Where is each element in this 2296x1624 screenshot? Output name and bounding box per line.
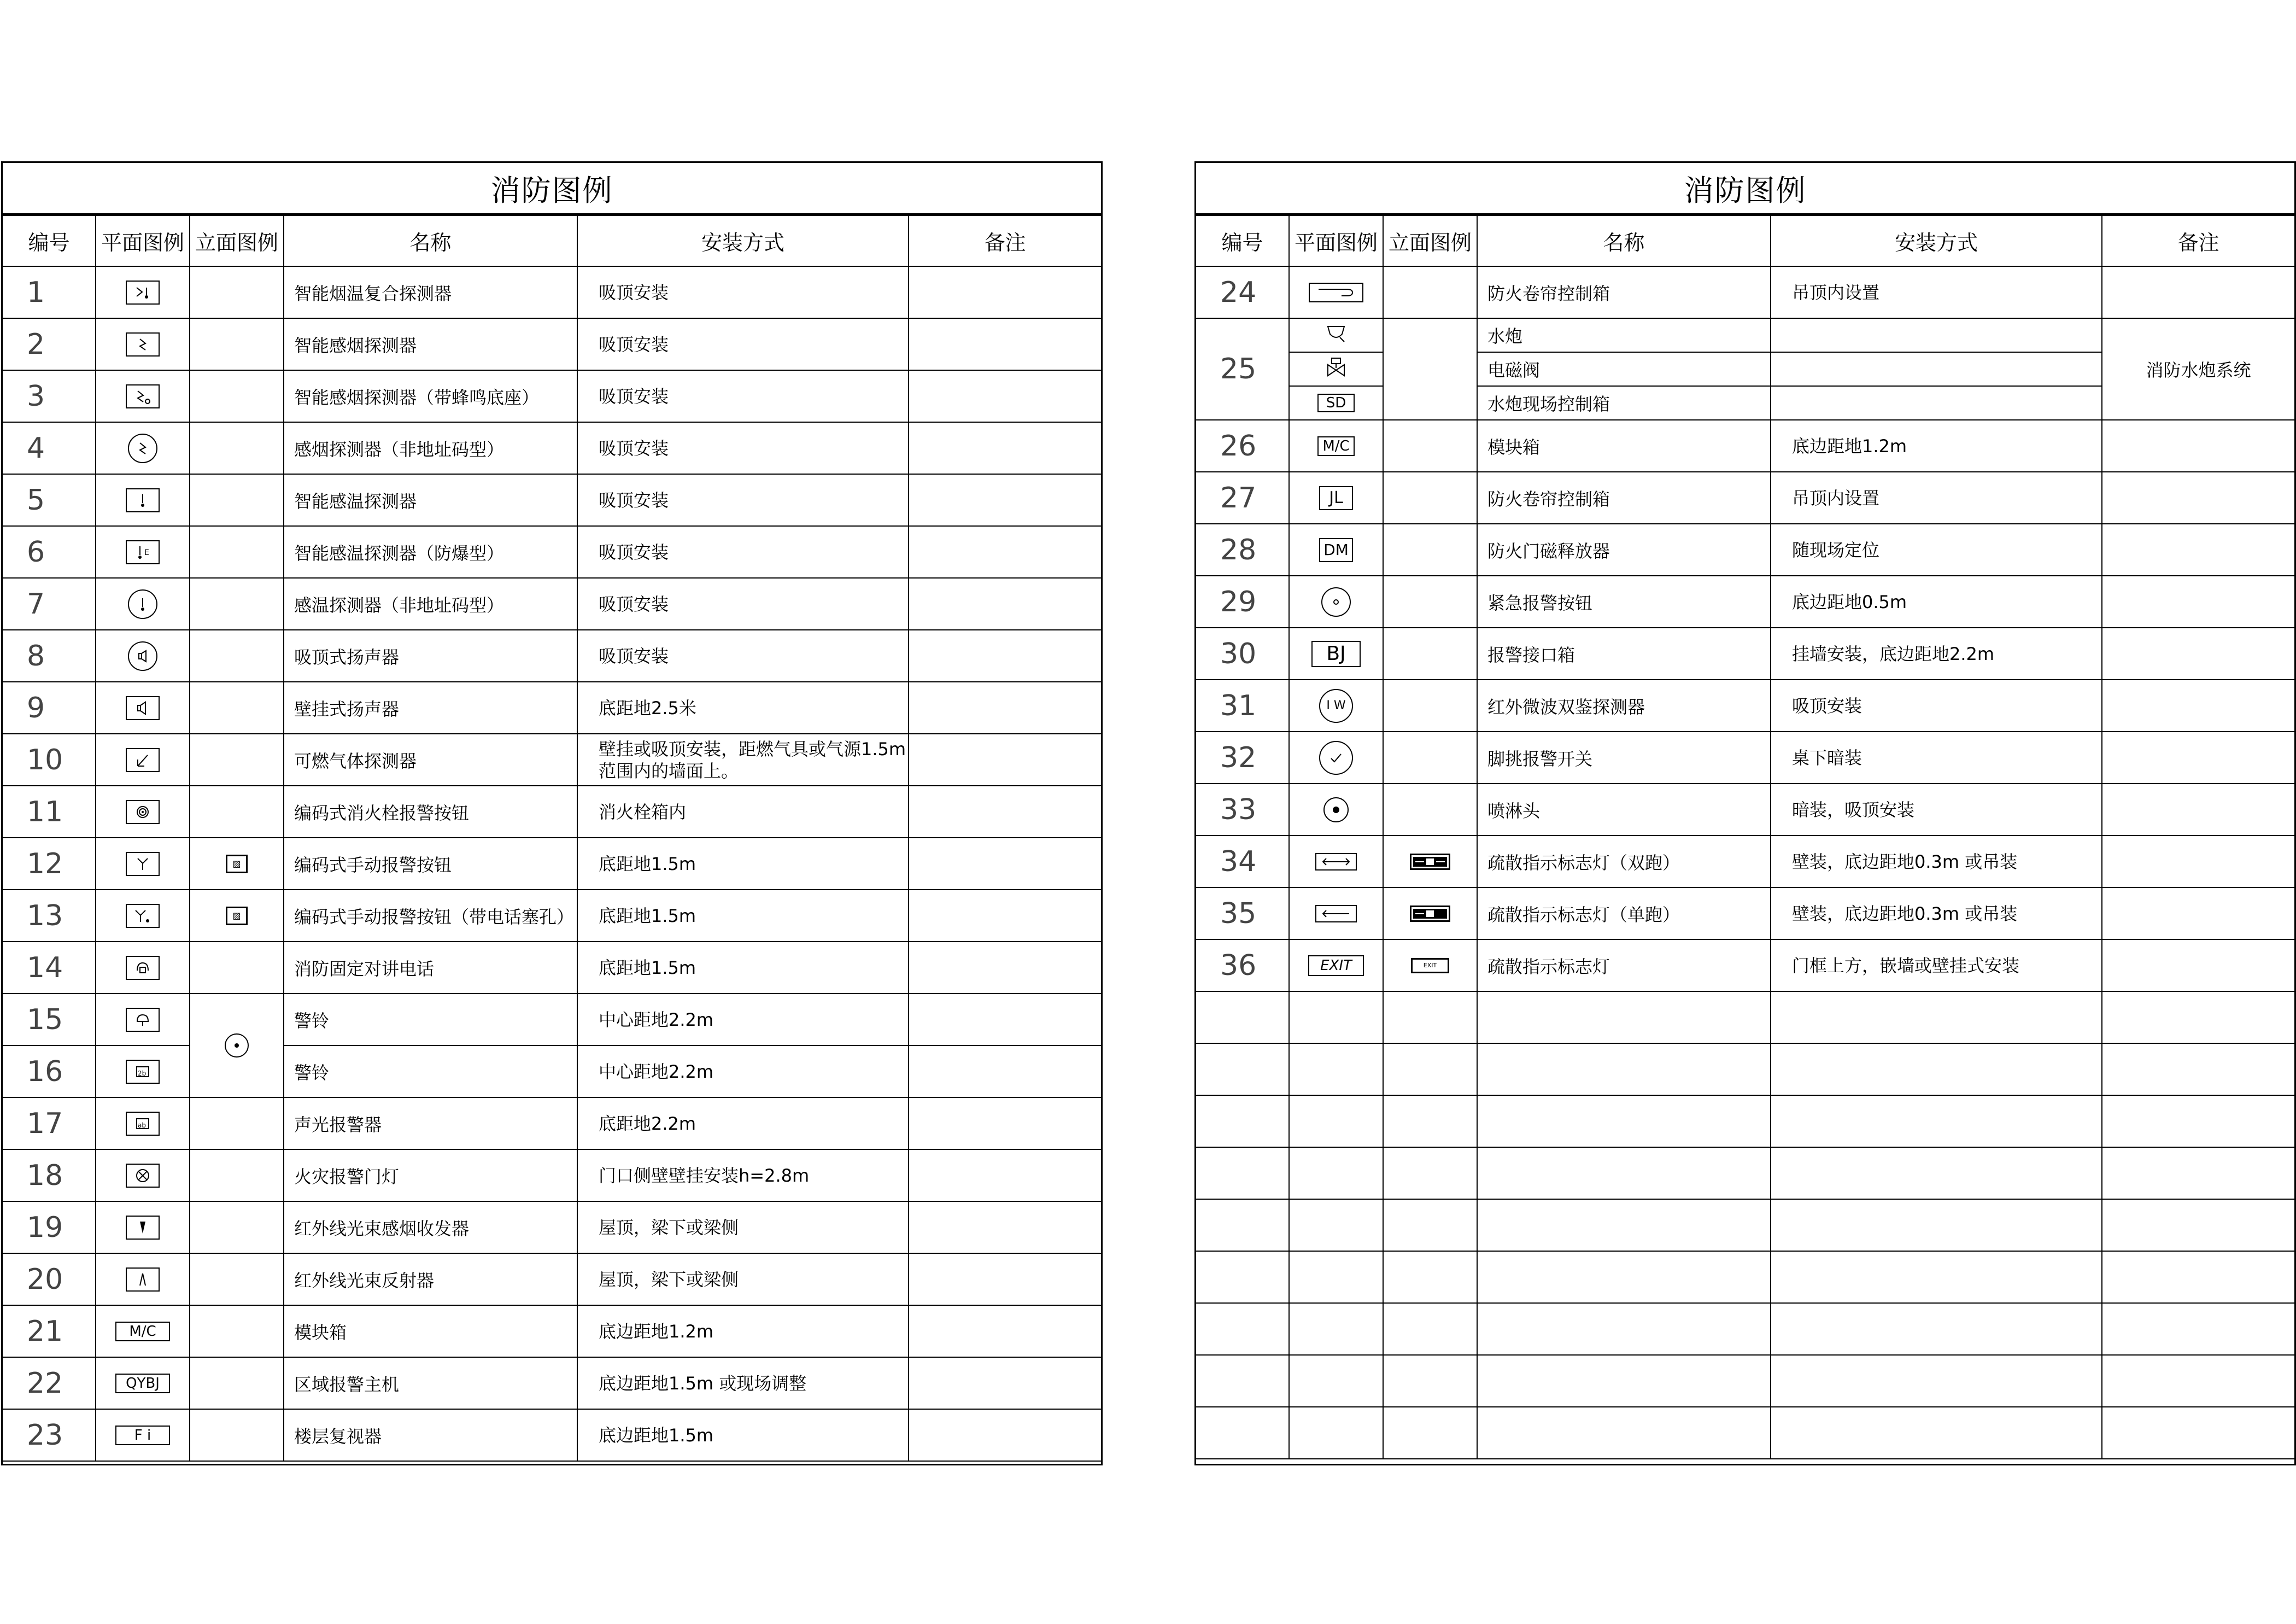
item-installation: 底距地2.2m xyxy=(577,1097,909,1149)
alarm-interface-box-icon: BJ xyxy=(1311,641,1361,667)
row-number: 1 xyxy=(3,266,96,318)
header-name: 名称 xyxy=(1477,215,1771,266)
header-installation: 安装方式 xyxy=(1771,215,2102,266)
item-installation: 吸顶安装 xyxy=(1771,680,2102,732)
item-installation: 底距地1.5m xyxy=(577,942,909,994)
sheet-title: 消防图例 xyxy=(3,163,1101,215)
item-name: 电磁阀 xyxy=(1477,352,1771,386)
item-note xyxy=(909,474,1101,526)
legend-table-left xyxy=(3,215,1101,1462)
smoke-detector-buzzer-icon xyxy=(126,384,160,408)
item-note xyxy=(909,630,1101,682)
alarm-bell-2-icon xyxy=(126,1060,160,1084)
row-number: 14 xyxy=(3,942,96,994)
item-installation: 底距地1.5m xyxy=(577,838,909,890)
table-row xyxy=(3,942,1101,994)
table-row xyxy=(1196,784,2294,836)
item-name: 红外线光束反射器 xyxy=(284,1253,577,1305)
item-installation: 吸顶安装 xyxy=(577,370,909,422)
beam-reflector-icon xyxy=(126,1267,160,1292)
row-number: 22 xyxy=(3,1357,96,1409)
item-name: 红外线光束感烟收发器 xyxy=(284,1201,577,1253)
row-number: 20 xyxy=(3,1253,96,1305)
table-row xyxy=(1196,732,2294,784)
empty-row xyxy=(1196,1251,2294,1303)
row-number: 11 xyxy=(3,786,96,838)
empty-row xyxy=(1196,1199,2294,1251)
table-header-row xyxy=(3,215,1101,266)
item-name: 紧急报警按钮 xyxy=(1477,576,1771,628)
row-number: 21 xyxy=(3,1305,96,1357)
item-note xyxy=(909,682,1101,734)
table-row xyxy=(1196,420,2294,472)
svg-text:E: E xyxy=(144,548,149,557)
item-note xyxy=(909,1305,1101,1357)
table-row xyxy=(3,682,1101,734)
row-number: 31 xyxy=(1196,680,1289,732)
intercom-phone-icon xyxy=(126,956,160,980)
row-number: 29 xyxy=(1196,576,1289,628)
svg-text:2b: 2b xyxy=(138,1069,147,1077)
single-arrow-exit-icon xyxy=(1315,905,1357,922)
item-name: 感烟探测器（非地址码型） xyxy=(284,422,577,474)
row-number: 3 xyxy=(3,370,96,422)
item-note xyxy=(909,1201,1101,1253)
header-elevation-symbol: 立面图例 xyxy=(1383,215,1477,266)
item-name: 感温探测器（非地址码型） xyxy=(284,578,577,630)
manual-alarm-elevation-icon: ▨ xyxy=(226,855,248,873)
item-note xyxy=(909,266,1101,318)
item-name: 模块箱 xyxy=(284,1305,577,1357)
jl-box-icon: JL xyxy=(1319,486,1353,510)
cannon-control-box-icon: SD xyxy=(1317,394,1355,412)
row-number: 9 xyxy=(3,682,96,734)
item-note xyxy=(909,942,1101,994)
item-name: 区域报警主机 xyxy=(284,1357,577,1409)
legend-sheet-left xyxy=(1,161,1103,1465)
item-name: 防火门磁释放器 xyxy=(1477,524,1771,576)
item-name: 编码式消火栓报警按钮 xyxy=(284,786,577,838)
item-installation: 底边距地1.5m xyxy=(577,1409,909,1461)
item-note xyxy=(909,786,1101,838)
item-note xyxy=(909,1045,1101,1097)
exit-sign-icon: EXIT xyxy=(1308,955,1364,976)
empty-row xyxy=(1196,1303,2294,1355)
item-name: 楼层复视器 xyxy=(284,1409,577,1461)
item-note xyxy=(909,526,1101,578)
item-name: 壁挂式扬声器 xyxy=(284,682,577,734)
empty-row xyxy=(1196,991,2294,1043)
row-number: 24 xyxy=(1196,266,1289,318)
explosion-proof-heat-icon xyxy=(126,540,160,564)
table-row xyxy=(1196,576,2294,628)
header-number: 编号 xyxy=(3,215,96,266)
smoke-heat-detector-icon xyxy=(126,281,160,305)
row-number: 33 xyxy=(1196,784,1289,836)
wall-speaker-icon xyxy=(126,696,160,720)
item-note xyxy=(909,890,1101,942)
table-row xyxy=(3,1097,1101,1149)
table-row xyxy=(3,994,1101,1045)
row-number: 6 xyxy=(3,526,96,578)
item-name: 喷淋头 xyxy=(1477,784,1771,836)
item-name: 疏散指示标志灯（单跑） xyxy=(1477,887,1771,939)
row-number: 12 xyxy=(3,838,96,890)
item-installation: 底边距地1.2m xyxy=(577,1305,909,1357)
smoke-detector-icon xyxy=(126,332,160,357)
item-name: 智能感烟探测器 xyxy=(284,318,577,370)
item-installation: 吸顶安装 xyxy=(577,630,909,682)
table-row xyxy=(1196,266,2294,318)
item-name: 可燃气体探测器 xyxy=(284,734,577,786)
dual-tech-detector-icon: I W xyxy=(1319,689,1353,723)
table-row xyxy=(3,370,1101,422)
manual-alarm-icon xyxy=(126,852,160,876)
alarm-bell-icon xyxy=(126,1008,160,1032)
table-row xyxy=(3,838,1101,890)
item-installation: 门框上方，嵌墙或壁挂式安装 xyxy=(1771,939,2102,991)
item-installation: 吸顶安装 xyxy=(577,526,909,578)
door-lamp-icon xyxy=(126,1164,160,1188)
hydrant-button-icon xyxy=(126,800,160,824)
item-installation xyxy=(1771,352,2102,386)
row-number: 13 xyxy=(3,890,96,942)
header-plan-symbol: 平面图例 xyxy=(1289,215,1383,266)
item-name: 防火卷帘控制箱 xyxy=(1477,472,1771,524)
table-row xyxy=(3,1357,1101,1409)
item-installation: 底距地1.5m xyxy=(577,890,909,942)
table-row xyxy=(3,1409,1101,1461)
item-note xyxy=(909,1097,1101,1149)
table-row xyxy=(3,890,1101,942)
gas-detector-icon xyxy=(126,748,160,772)
header-plan-symbol: 平面图例 xyxy=(96,215,190,266)
header-remarks: 备注 xyxy=(909,215,1101,266)
empty-row xyxy=(1196,1407,2294,1459)
item-name: 水炮现场控制箱 xyxy=(1477,386,1771,420)
item-name: 疏散指示标志灯（双跑） xyxy=(1477,836,1771,887)
row-number: 4 xyxy=(3,422,96,474)
module-box-icon: M/C xyxy=(1317,436,1355,456)
table-row xyxy=(1196,836,2294,887)
manual-alarm-phone-icon xyxy=(126,904,160,928)
header-name: 名称 xyxy=(284,215,577,266)
item-name: 水炮 xyxy=(1477,318,1771,352)
table-row xyxy=(1196,472,2294,524)
item-installation: 吸顶安装 xyxy=(577,318,909,370)
svg-text:ab: ab xyxy=(138,1121,146,1129)
row-number: 34 xyxy=(1196,836,1289,887)
item-name: 警铃 xyxy=(284,1045,577,1097)
header-remarks: 备注 xyxy=(2102,215,2294,266)
water-cannon-icon xyxy=(1322,323,1350,345)
foot-switch-icon xyxy=(1319,741,1353,775)
row-number: 2 xyxy=(3,318,96,370)
item-installation: 中心距地2.2m xyxy=(577,1045,909,1097)
ceiling-speaker-icon xyxy=(128,641,157,671)
item-name: 红外微波双鉴探测器 xyxy=(1477,680,1771,732)
row-number: 26 xyxy=(1196,420,1289,472)
item-note xyxy=(909,994,1101,1045)
row-number: 8 xyxy=(3,630,96,682)
double-arrow-exit-elevation-icon xyxy=(1410,854,1450,870)
item-installation: 吊顶内设置 xyxy=(1771,472,2102,524)
item-name: 智能感烟探测器（带蜂鸣底座） xyxy=(284,370,577,422)
table-row xyxy=(3,526,1101,578)
legend-sheet-right xyxy=(1194,161,2296,1465)
item-installation: 挂墙安装，底边距地2.2m xyxy=(1771,628,2102,680)
item-note xyxy=(909,422,1101,474)
item-installation: 屋顶，梁下或梁侧 xyxy=(577,1253,909,1305)
manual-alarm-phone-elevation-icon: ▨ xyxy=(226,907,248,925)
item-name: 报警接口箱 xyxy=(1477,628,1771,680)
item-name: 智能感温探测器 xyxy=(284,474,577,526)
table-row xyxy=(1196,318,2294,352)
table-row xyxy=(3,318,1101,370)
table-row xyxy=(3,578,1101,630)
table-row xyxy=(3,786,1101,838)
item-note xyxy=(909,1149,1101,1201)
item-installation: 吸顶安装 xyxy=(577,578,909,630)
item-installation: 中心距地2.2m xyxy=(577,994,909,1045)
item-note xyxy=(909,1357,1101,1409)
item-installation xyxy=(1771,318,2102,352)
alarm-bell-elevation-icon xyxy=(225,1033,249,1058)
module-box-icon: M/C xyxy=(115,1322,170,1341)
table-row xyxy=(3,1149,1101,1201)
item-name: 智能烟温复合探测器 xyxy=(284,266,577,318)
item-installation: 暗装，吸顶安装 xyxy=(1771,784,2102,836)
table-row xyxy=(3,422,1101,474)
item-name: 编码式手动报警按钮（带电话塞孔） xyxy=(284,890,577,942)
item-installation: 底边距地1.5m 或现场调整 xyxy=(577,1357,909,1409)
row-number: 35 xyxy=(1196,887,1289,939)
empty-row xyxy=(1196,1043,2294,1095)
table-row xyxy=(1196,680,2294,732)
item-installation: 吸顶安装 xyxy=(577,266,909,318)
item-installation: 壁装，底边距地0.3m 或吊装 xyxy=(1771,836,2102,887)
item-installation: 壁挂或吸顶安装，距燃气具或气源1.5m范围内的墙面上。 xyxy=(577,734,909,786)
item-name: 编码式手动报警按钮 xyxy=(284,838,577,890)
table-row xyxy=(3,630,1101,682)
sound-light-alarm-icon xyxy=(126,1112,160,1136)
table-row xyxy=(3,1045,1101,1097)
exit-sign-elevation-icon: EXIT xyxy=(1411,958,1449,973)
table-row xyxy=(3,734,1101,786)
table-row xyxy=(1196,887,2294,939)
area-alarm-host-icon: QYBJ xyxy=(115,1374,170,1393)
item-installation: 吊顶内设置 xyxy=(1771,266,2102,318)
row-number: 7 xyxy=(3,578,96,630)
item-installation: 底距地2.5米 xyxy=(577,682,909,734)
row-number: 23 xyxy=(3,1409,96,1461)
row-number: 32 xyxy=(1196,732,1289,784)
table-row xyxy=(1196,628,2294,680)
item-note xyxy=(909,370,1101,422)
item-note xyxy=(909,318,1101,370)
table-row xyxy=(3,474,1101,526)
single-arrow-exit-elevation-icon xyxy=(1410,906,1450,922)
item-installation: 屋顶，梁下或梁侧 xyxy=(577,1201,909,1253)
item-name: 智能感温探测器（防爆型） xyxy=(284,526,577,578)
item-name: 吸顶式扬声器 xyxy=(284,630,577,682)
item-note xyxy=(909,734,1101,786)
item-note xyxy=(909,578,1101,630)
table-row xyxy=(3,1253,1101,1305)
shutter-control-box-icon xyxy=(1309,283,1363,302)
row-number: 5 xyxy=(3,474,96,526)
table-row xyxy=(1196,524,2294,576)
row-number: 10 xyxy=(3,734,96,786)
item-installation: 底边距地1.2m xyxy=(1771,420,2102,472)
item-note xyxy=(909,1409,1101,1461)
heat-detector-icon xyxy=(126,488,160,512)
item-note xyxy=(909,1253,1101,1305)
item-installation xyxy=(1771,386,2102,420)
non-addressable-smoke-icon xyxy=(128,434,157,463)
table-row xyxy=(3,1305,1101,1357)
header-elevation-symbol: 立面图例 xyxy=(190,215,284,266)
empty-row xyxy=(1196,1355,2294,1407)
empty-row xyxy=(1196,1095,2294,1147)
non-addressable-heat-icon xyxy=(128,589,157,619)
row-number: 25 xyxy=(1196,318,1289,420)
item-installation: 底边距地0.5m xyxy=(1771,576,2102,628)
row-number: 15 xyxy=(3,994,96,1045)
floor-repeater-icon: F i xyxy=(115,1426,170,1445)
item-installation: 壁装，底边距地0.3m 或吊装 xyxy=(1771,887,2102,939)
row-number: 30 xyxy=(1196,628,1289,680)
header-number: 编号 xyxy=(1196,215,1289,266)
double-arrow-exit-icon xyxy=(1315,853,1357,871)
legend-table-right xyxy=(1196,215,2294,1459)
item-name: 警铃 xyxy=(284,994,577,1045)
header-installation: 安装方式 xyxy=(577,215,909,266)
row-number: 18 xyxy=(3,1149,96,1201)
item-note: 消防水炮系统 xyxy=(2102,318,2294,420)
emergency-button-icon xyxy=(1321,587,1351,617)
row-number: 16 xyxy=(3,1045,96,1097)
table-header-row xyxy=(1196,215,2294,266)
item-name: 脚挑报警开关 xyxy=(1477,732,1771,784)
table-row xyxy=(1196,939,2294,991)
door-magnet-icon: DM xyxy=(1319,538,1353,562)
item-name: 消防固定对讲电话 xyxy=(284,942,577,994)
item-name: 声光报警器 xyxy=(284,1097,577,1149)
solenoid-valve-icon xyxy=(1322,357,1350,379)
item-name: 火灾报警门灯 xyxy=(284,1149,577,1201)
row-number: 19 xyxy=(3,1201,96,1253)
item-installation: 门口侧壁壁挂安装h=2.8m xyxy=(577,1149,909,1201)
item-installation: 消火栓箱内 xyxy=(577,786,909,838)
item-installation: 随现场定位 xyxy=(1771,524,2102,576)
row-number: 28 xyxy=(1196,524,1289,576)
item-name: 模块箱 xyxy=(1477,420,1771,472)
item-note xyxy=(909,838,1101,890)
table-row xyxy=(3,1201,1101,1253)
row-number: 36 xyxy=(1196,939,1289,991)
item-installation: 吸顶安装 xyxy=(577,474,909,526)
item-name: 疏散指示标志灯 xyxy=(1477,939,1771,991)
item-name: 防火卷帘控制箱 xyxy=(1477,266,1771,318)
row-number: 17 xyxy=(3,1097,96,1149)
item-installation: 吸顶安装 xyxy=(577,422,909,474)
beam-receiver-icon xyxy=(126,1216,160,1240)
item-installation: 桌下暗装 xyxy=(1771,732,2102,784)
empty-row xyxy=(1196,1147,2294,1199)
sheet-title: 消防图例 xyxy=(1196,163,2294,215)
row-number: 27 xyxy=(1196,472,1289,524)
sprinkler-head-icon xyxy=(1323,797,1349,822)
table-row xyxy=(3,266,1101,318)
